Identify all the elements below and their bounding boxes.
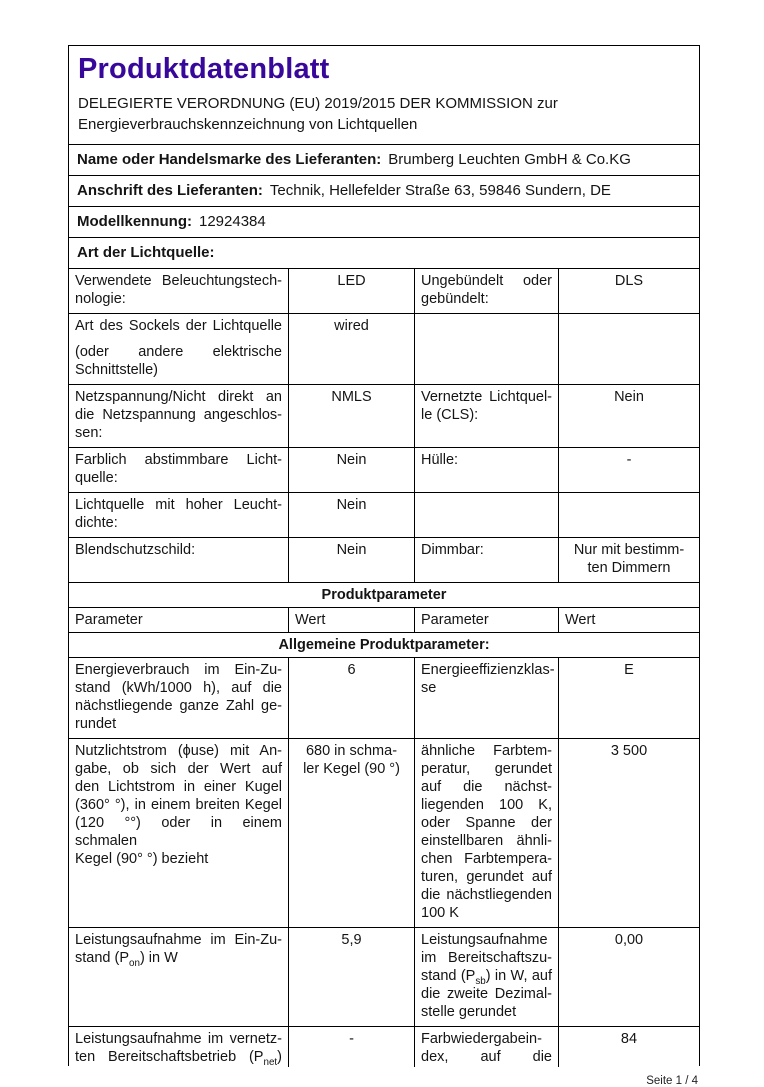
value-cell: NMLS [288,385,414,447]
param-cell: Vernetzte Lichtquel- le (CLS): [414,385,558,447]
value-cell [558,314,699,384]
table-row [69,268,699,313]
table-row [69,537,699,582]
supplier-address-value: Technik, Hellefelder Straße 63, 59846 Sundern, DE [269,182,611,199]
param-cell: Farbwiedergabein- dex, auf die [414,1027,558,1067]
document-table [68,45,700,1066]
column-header-wert: Wert [558,608,699,632]
value-cell: Nein [288,538,414,582]
light-source-type-row [69,237,699,268]
datasheet [68,45,700,1087]
light-source-type-label: Art der Lichtquelle: [77,244,215,261]
value-cell: 84 [558,1027,699,1067]
param-cell: Nutzlichtstrom (ϕuse) mit An- gabe, ob sich der Wert auf den Lichtstrom in einer Kugel (360° °), in einem breiten Kegel (120 °°) oder in einem schmalen Kegel (90° °) bezieht [75,743,282,867]
param-cell: Netzspannung/Nicht direkt an die Netzspannung angeschlos- sen: [75,389,282,441]
param-cell: Dimmbar: [414,538,558,582]
table-row [69,384,699,447]
value-cell: Nur mit bestimm- ten Dimmern [558,538,699,582]
value-cell: Nein [288,493,414,537]
value-cell: 5,9 [288,928,414,1026]
value-cell: 6 [288,658,414,738]
param-cell: Lichtquelle mit hoher Leucht- dichte: [75,497,282,531]
section-header-produktparameter: Produktparameter [69,582,699,607]
param-cell: ähnliche Farbtem- peratur, gerundet auf die nächst- liegenden 100 K, oder Spanne der einstellbaren ähnli- chen Farbtempera- turen, gerundet auf die nächstliegenden 100 K [414,739,558,927]
supplier-address-row [69,175,699,206]
value-cell: E [558,658,699,738]
supplier-name-label: Name oder Handelsmarke des Lieferanten: [77,151,382,168]
param-cell: Farblich abstimmbare Licht- quelle: [75,452,282,486]
table-row [69,313,699,384]
column-header-parameter: Parameter [75,612,143,628]
param-cell: Leistungsaufnahme im Bereitschaftszu- stand $(P_{sb})$ in W, auf die zweite Dezimal- stelle gerundet [414,928,558,1026]
table-row-clipped [69,1026,699,1066]
value-cell: Nein [558,385,699,447]
supplier-name-value: Brumberg Leuchten GmbH & Co.KG [388,151,631,168]
param-cell [414,314,558,384]
regulation-line-2: Energieverbrauchskennzeichnung von Lichtquellen [78,116,418,133]
section-header-allgemeine-produktparameter: Allgemeine Produktparameter: [69,632,699,657]
param-cell: Leistungsaufnahme im Ein-Zu- stand $(P_{on})$ in W [75,932,282,969]
supplier-address-label: Anschrift des Lieferanten: [77,182,263,199]
value-cell: wired [288,314,414,384]
column-header-wert: Wert [288,608,414,632]
table-row [69,492,699,537]
column-header-row [69,607,699,632]
param-cell: Energieeffizienzklas- se [414,658,558,738]
param-cell: Verwendete Beleuchtungstech- nologie: [75,273,282,307]
table-row [69,447,699,492]
regulation-line-1: DELEGIERTE VERORDNUNG (EU) 2019/2015 DER KOMMISSION zur [78,95,558,112]
value-cell: - [558,448,699,492]
table-row [69,738,699,927]
table-row [69,657,699,738]
supplier-name-row [69,144,699,175]
value-cell: - [288,1027,414,1067]
param-cell: Art des Sockels der Lichtquelle (oder andere elektrische Schnittstelle) [75,318,282,378]
value-cell: 680 in schma- ler Kegel (90 °) [288,739,414,927]
model-id-row [69,206,699,237]
page-number: Seite 1 / 4 [646,1075,698,1087]
param-cell: Hülle: [414,448,558,492]
title-block [69,46,699,144]
page-title: Produktdatenblatt [78,53,330,85]
value-cell [558,493,699,537]
column-header-parameter: Parameter [414,608,558,632]
table-row [69,927,699,1026]
value-cell: 0,00 [558,928,699,1026]
value-cell: Nein [288,448,414,492]
param-cell: Ungebündelt oder gebündelt: [414,269,558,313]
param-cell: Energieverbrauch im Ein-Zu- stand (kWh/1000 h), auf die nächstliegende ganze Zahl ge- rundet [75,662,282,732]
param-cell: Blendschutzschild: [75,542,196,558]
model-id-label: Modellkennung: [77,213,192,230]
value-cell: LED [288,269,414,313]
model-id-value: 12924384 [199,213,266,230]
param-cell [414,493,558,537]
param-cell: Leistungsaufnahme im vernetz- ten Bereitschaftsbetrieb $(P_{net})$ [75,1031,282,1068]
value-cell: DLS [558,269,699,313]
value-cell: 3 500 [558,739,699,927]
